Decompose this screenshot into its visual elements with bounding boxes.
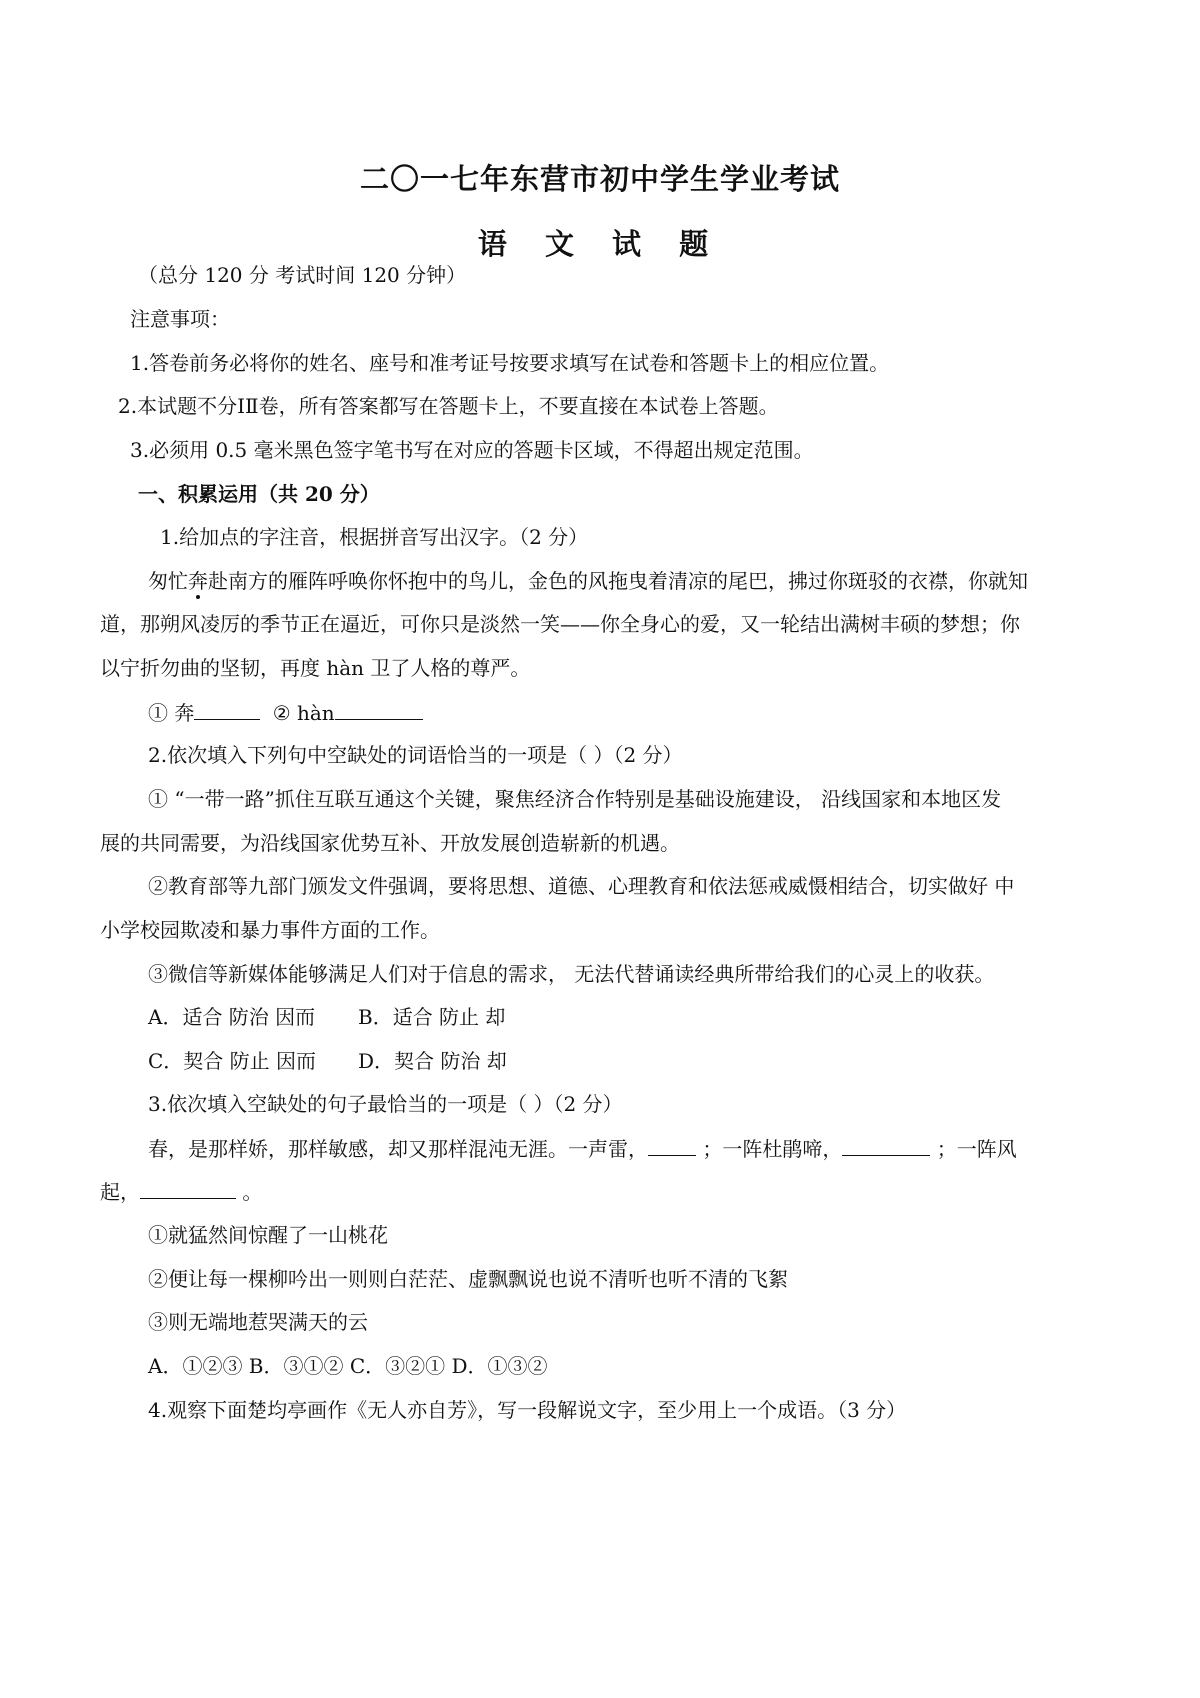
- question-2-sentence: ②教育部等九部门颁发文件强调，要将思想、道德、心理教育和依法惩戒威慑相结合，切实做好 中: [148, 874, 1015, 898]
- question-1-passage-line: [148, 568, 1028, 594]
- question-3-choice: ③则无端地惹哭满天的云: [148, 1310, 368, 1334]
- question-2-prompt: 2.依次填入下列句中空缺处的词语恰当的一项是（ ）（2 分）: [148, 743, 683, 767]
- answer-label: ① 奔: [148, 701, 195, 725]
- question-2-sentence: 小学校园欺凌和暴力事件方面的工作。: [100, 918, 440, 942]
- answer-label: ② hàn: [272, 701, 335, 725]
- notice-item: 1.答卷前务必将你的姓名、座号和准考证号按要求填写在试卷和答题卡上的相应位置。: [130, 351, 890, 375]
- section-heading: 一、积累运用（共 20 分）: [138, 482, 380, 506]
- passage-text: 。: [242, 1180, 263, 1204]
- passage-text: 匆忙: [148, 569, 188, 593]
- exam-subtitle: 语 文 试 题: [477, 227, 723, 261]
- dotted-character: 奔: [188, 569, 208, 593]
- question-2-option: C．契合 防止 因而: [148, 1049, 317, 1073]
- question-3-passage-line: [100, 1178, 262, 1205]
- question-2-option: B．适合 防止 却: [358, 1005, 506, 1029]
- answer-blank: [335, 699, 423, 720]
- passage-text: ；一阵杜鹃啼，: [702, 1137, 843, 1161]
- question-3-options: A．①②③ B．③①② C．③②① D．①③②: [148, 1354, 548, 1378]
- question-3-prompt: 3.依次填入空缺处的句子最恰当的一项是（ ）（2 分）: [148, 1092, 623, 1116]
- exam-meta: （总分 120 分 考试时间 120 分钟）: [138, 263, 467, 287]
- question-2-sentence: ① “一带一路”抓住互联互通这个关键，聚焦经济合作特别是基础设施建设， 沿线国家和本地区发: [148, 787, 1002, 811]
- passage-text: ；一阵风: [936, 1137, 1017, 1161]
- answer-blank: [140, 1178, 236, 1199]
- passage-text: 春，是那样娇，那样敏感，却又那样混沌无涯。一声雷，: [148, 1137, 648, 1161]
- question-2-sentence: 展的共同需要，为沿线国家优势互补、开放发展创造崭新的机遇。: [100, 831, 680, 855]
- answer-blank: [194, 699, 260, 720]
- notice-item: 2.本试题不分ⅠⅡ卷，所有答案都写在答题卡上，不要直接在本试卷上答题。: [118, 394, 779, 418]
- exam-title: 二〇一七年东营市初中学生学业考试: [359, 162, 840, 196]
- passage-text: 起，: [100, 1180, 140, 1204]
- notice-heading: 注意事项：: [130, 307, 230, 331]
- question-1-passage-line: 道，那朔风凌厉的季节正在逼近，可你只是淡然一笑——你全身心的爱，又一轮结出满树丰硕的梦想；你: [100, 612, 1020, 636]
- question-2-option: A．适合 防治 因而: [148, 1005, 316, 1029]
- answer-blank: [842, 1135, 930, 1156]
- notice-item: 3.必须用 0.5 毫米黑色签字笔书写在对应的答题卡区域，不得超出规定范围。: [130, 438, 814, 462]
- question-2-option: D．契合 防治 却: [358, 1049, 507, 1073]
- answer-blank: [648, 1135, 696, 1156]
- question-1-prompt: 1.给加点的字注音，根据拼音写出汉字。（2 分）: [160, 525, 589, 549]
- question-3-passage-line: [148, 1135, 1017, 1162]
- question-2-sentence: ③微信等新媒体能够满足人们对于信息的需求， 无法代替诵读经典所带给我们的心灵上的收获。: [148, 962, 995, 986]
- question-1-answer-line: [148, 699, 423, 726]
- question-3-choice: ①就猛然间惊醒了一山桃花: [148, 1223, 388, 1247]
- passage-text: 赴南方的雁阵呼唤你怀抱中的鸟儿，金色的风拖曳着清凉的尾巴，拂过你斑驳的衣襟，你就知: [208, 569, 1028, 593]
- question-3-choice: ②便让每一棵柳吟出一则则白茫茫、虚飘飘说也说不清听也听不清的飞絮: [148, 1267, 788, 1291]
- question-1-passage-line: 以宁折勿曲的坚韧，再度 hàn 卫了人格的尊严。: [100, 656, 531, 680]
- question-4-prompt: 4.观察下面楚均亭画作《无人亦自芳》，写一段解说文字，至少用上一个成语。（3 分）: [148, 1398, 907, 1422]
